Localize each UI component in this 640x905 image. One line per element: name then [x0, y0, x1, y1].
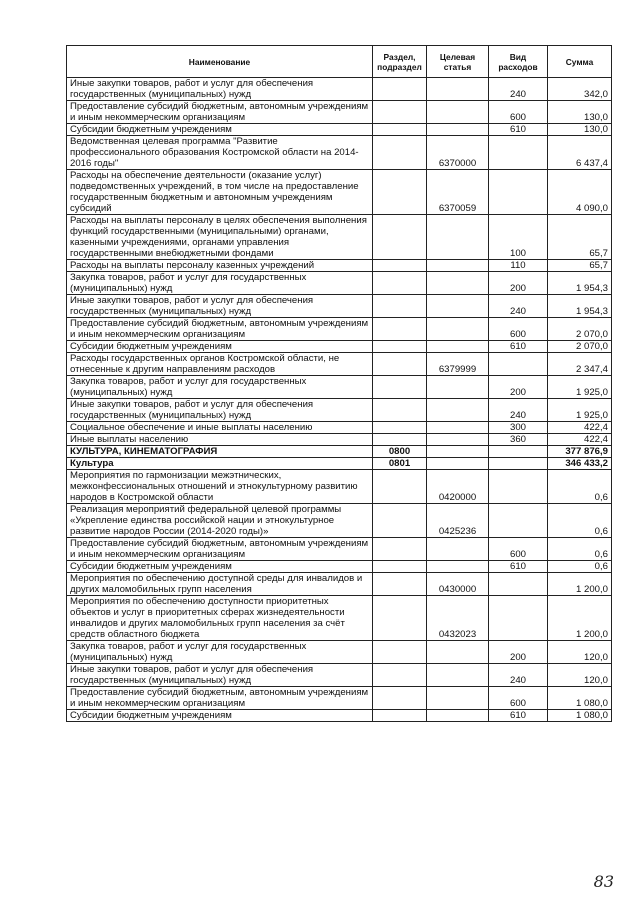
cell-sum: 6 437,4: [548, 136, 612, 170]
cell-name: Субсидии бюджетным учреждениям: [67, 341, 373, 353]
header-name: Наименование: [67, 46, 373, 78]
cell-name: Расходы на выплаты персоналу казенных учреждений: [67, 260, 373, 272]
cell-sum: 130,0: [548, 124, 612, 136]
cell-kind: 240: [489, 295, 548, 318]
cell-kind: 200: [489, 641, 548, 664]
cell-name: Закупка товаров, работ и услуг для государственных (муниципальных) нужд: [67, 641, 373, 664]
cell-name: Иные закупки товаров, работ и услуг для обеспечения государственных (муниципальных) нужд: [67, 664, 373, 687]
cell-section: [373, 664, 427, 687]
table-row: [67, 446, 612, 458]
cell-sum: 65,7: [548, 215, 612, 260]
cell-section: [373, 318, 427, 341]
cell-section: [373, 504, 427, 538]
cell-article: [427, 664, 489, 687]
cell-sum: 377 876,9: [548, 446, 612, 458]
table-row: [67, 295, 612, 318]
cell-article: [427, 260, 489, 272]
cell-kind: 200: [489, 272, 548, 295]
page-number: 83: [593, 872, 614, 891]
table-row: [67, 664, 612, 687]
cell-name: Субсидии бюджетным учреждениям: [67, 561, 373, 573]
cell-sum: 2 347,4: [548, 353, 612, 376]
cell-kind: 610: [489, 561, 548, 573]
cell-kind: 240: [489, 664, 548, 687]
cell-section: [373, 170, 427, 215]
cell-section: [373, 710, 427, 722]
cell-kind: 610: [489, 341, 548, 353]
cell-kind: [489, 170, 548, 215]
cell-section: [373, 295, 427, 318]
cell-sum: 1 925,0: [548, 376, 612, 399]
table-row: [67, 596, 612, 641]
budget-table: [66, 45, 612, 722]
cell-kind: [489, 470, 548, 504]
cell-kind: 240: [489, 78, 548, 101]
cell-name: Культура: [67, 458, 373, 470]
cell-article: [427, 561, 489, 573]
table-row: [67, 573, 612, 596]
cell-sum: 0,6: [548, 470, 612, 504]
table-row: [67, 422, 612, 434]
table-row: [67, 101, 612, 124]
cell-article: [427, 124, 489, 136]
cell-name: Иные выплаты населению: [67, 434, 373, 446]
table-row: [67, 136, 612, 170]
cell-article: [427, 101, 489, 124]
cell-section: [373, 353, 427, 376]
cell-section: [373, 272, 427, 295]
table-row: [67, 318, 612, 341]
cell-kind: 240: [489, 399, 548, 422]
cell-name: Реализация мероприятий федеральной целевой программы «Укрепление единства российской нации и этнокультурное развитие народов России (2014-2020 годы)»: [67, 504, 373, 538]
cell-kind: [489, 353, 548, 376]
cell-article: [427, 376, 489, 399]
cell-name: Мероприятия по гармонизации межэтнических, межконфессиональных отношений и этнокультурному развитию народов в Костромской области: [67, 470, 373, 504]
cell-article: [427, 272, 489, 295]
cell-article: 0432023: [427, 596, 489, 641]
table-row: [67, 538, 612, 561]
header-section: Раздел, подраздел: [373, 46, 427, 78]
table-row: [67, 215, 612, 260]
cell-sum: 1 200,0: [548, 573, 612, 596]
cell-section: [373, 687, 427, 710]
table-row: [67, 124, 612, 136]
cell-sum: 65,7: [548, 260, 612, 272]
table-row: [67, 341, 612, 353]
cell-section: [373, 124, 427, 136]
cell-article: 0430000: [427, 573, 489, 596]
cell-kind: [489, 458, 548, 470]
cell-kind: 110: [489, 260, 548, 272]
table-row: [67, 687, 612, 710]
cell-article: [427, 341, 489, 353]
cell-kind: 600: [489, 101, 548, 124]
cell-sum: 0,6: [548, 561, 612, 573]
cell-kind: 600: [489, 318, 548, 341]
cell-name: Закупка товаров, работ и услуг для государственных (муниципальных) нужд: [67, 376, 373, 399]
cell-kind: 200: [489, 376, 548, 399]
table-row: [67, 434, 612, 446]
table-row: [67, 399, 612, 422]
cell-article: [427, 295, 489, 318]
cell-name: КУЛЬТУРА, КИНЕМАТОГРАФИЯ: [67, 446, 373, 458]
cell-article: 0420000: [427, 470, 489, 504]
cell-name: Закупка товаров, работ и услуг для государственных (муниципальных) нужд: [67, 272, 373, 295]
cell-article: [427, 446, 489, 458]
cell-sum: 4 090,0: [548, 170, 612, 215]
cell-kind: 610: [489, 124, 548, 136]
cell-sum: 130,0: [548, 101, 612, 124]
cell-kind: [489, 504, 548, 538]
cell-kind: 360: [489, 434, 548, 446]
table-row: [67, 272, 612, 295]
table-row: [67, 470, 612, 504]
cell-name: Мероприятия по обеспечению доступности приоритетных объектов и услуг в приоритетных сферах жизнедеятельности инвалидов и других маломобильных групп населения за счёт средств областного бюджета: [67, 596, 373, 641]
table-row: [67, 710, 612, 722]
cell-article: [427, 318, 489, 341]
cell-article: [427, 687, 489, 710]
cell-sum: 342,0: [548, 78, 612, 101]
cell-section: [373, 341, 427, 353]
cell-article: [427, 422, 489, 434]
cell-name: Расходы на выплаты персоналу в целях обеспечения выполнения функций государственными (муниципальными) органами, казенными учреждениями, органами управления государственными внебюджетными фондами: [67, 215, 373, 260]
cell-article: [427, 215, 489, 260]
cell-article: 6370059: [427, 170, 489, 215]
table-row: [67, 260, 612, 272]
cell-sum: 1 080,0: [548, 687, 612, 710]
cell-name: Предоставление субсидий бюджетным, автономным учреждениям и иным некоммерческим организациям: [67, 318, 373, 341]
cell-sum: 1 925,0: [548, 399, 612, 422]
cell-section: [373, 538, 427, 561]
cell-name: Иные закупки товаров, работ и услуг для обеспечения государственных (муниципальных) нужд: [67, 399, 373, 422]
cell-article: [427, 399, 489, 422]
cell-section: [373, 136, 427, 170]
cell-sum: 1 080,0: [548, 710, 612, 722]
table-header: [67, 46, 612, 78]
cell-kind: [489, 446, 548, 458]
cell-section: [373, 561, 427, 573]
cell-sum: 2 070,0: [548, 341, 612, 353]
table-row: [67, 561, 612, 573]
cell-sum: 1 954,3: [548, 295, 612, 318]
cell-section: [373, 470, 427, 504]
cell-article: 6379999: [427, 353, 489, 376]
cell-kind: [489, 596, 548, 641]
cell-sum: 346 433,2: [548, 458, 612, 470]
cell-sum: 120,0: [548, 641, 612, 664]
cell-name: Социальное обеспечение и иные выплаты населению: [67, 422, 373, 434]
cell-name: Ведомственная целевая программа "Развитие профессионального образования Костромской области на 2014-2016 годы": [67, 136, 373, 170]
cell-name: Расходы государственных органов Костромской области, не отнесенные к другим направлениям расходов: [67, 353, 373, 376]
cell-article: [427, 710, 489, 722]
cell-name: Предоставление субсидий бюджетным, автономным учреждениям и иным некоммерческим организациям: [67, 687, 373, 710]
cell-section: 0800: [373, 446, 427, 458]
cell-section: [373, 101, 427, 124]
cell-kind: 600: [489, 538, 548, 561]
cell-section: [373, 260, 427, 272]
cell-sum: 422,4: [548, 434, 612, 446]
cell-name: Иные закупки товаров, работ и услуг для обеспечения государственных (муниципальных) нужд: [67, 295, 373, 318]
cell-kind: [489, 136, 548, 170]
cell-sum: 422,4: [548, 422, 612, 434]
cell-name: Субсидии бюджетным учреждениям: [67, 124, 373, 136]
table-body: [67, 78, 612, 722]
cell-section: [373, 376, 427, 399]
table-row: [67, 353, 612, 376]
cell-section: [373, 596, 427, 641]
cell-name: Предоставление субсидий бюджетным, автономным учреждениям и иным некоммерческим организациям: [67, 101, 373, 124]
cell-sum: 0,6: [548, 538, 612, 561]
cell-sum: 1 200,0: [548, 596, 612, 641]
cell-article: [427, 78, 489, 101]
cell-name: Иные закупки товаров, работ и услуг для обеспечения государственных (муниципальных) нужд: [67, 78, 373, 101]
cell-kind: 100: [489, 215, 548, 260]
cell-sum: 2 070,0: [548, 318, 612, 341]
cell-sum: 1 954,3: [548, 272, 612, 295]
cell-section: [373, 422, 427, 434]
cell-section: [373, 641, 427, 664]
cell-name: Мероприятия по обеспечению доступной среды для инвалидов и других маломобильных групп населения: [67, 573, 373, 596]
cell-sum: 120,0: [548, 664, 612, 687]
table-row: [67, 78, 612, 101]
cell-name: Предоставление субсидий бюджетным, автономным учреждениям и иным некоммерческим организациям: [67, 538, 373, 561]
table-row: [67, 504, 612, 538]
cell-section: [373, 434, 427, 446]
cell-sum: 0,6: [548, 504, 612, 538]
cell-article: [427, 641, 489, 664]
header-sum: Сумма: [548, 46, 612, 78]
header-kind: Вид расходов: [489, 46, 548, 78]
cell-article: [427, 434, 489, 446]
table-row: [67, 458, 612, 470]
cell-article: [427, 538, 489, 561]
cell-kind: 610: [489, 710, 548, 722]
cell-name: Расходы на обеспечение деятельности (оказание услуг) подведомственных учреждений, в том числе на предоставление государственным бюджетным и автономным учреждениям субсидий: [67, 170, 373, 215]
cell-section: 0801: [373, 458, 427, 470]
cell-article: 0425236: [427, 504, 489, 538]
table-row: [67, 376, 612, 399]
header-article: Целевая статья: [427, 46, 489, 78]
cell-section: [373, 573, 427, 596]
cell-section: [373, 215, 427, 260]
cell-kind: [489, 573, 548, 596]
table-row: [67, 641, 612, 664]
cell-article: [427, 458, 489, 470]
cell-name: Субсидии бюджетным учреждениям: [67, 710, 373, 722]
cell-section: [373, 78, 427, 101]
cell-article: 6370000: [427, 136, 489, 170]
cell-section: [373, 399, 427, 422]
cell-kind: 300: [489, 422, 548, 434]
cell-kind: 600: [489, 687, 548, 710]
table-row: [67, 170, 612, 215]
